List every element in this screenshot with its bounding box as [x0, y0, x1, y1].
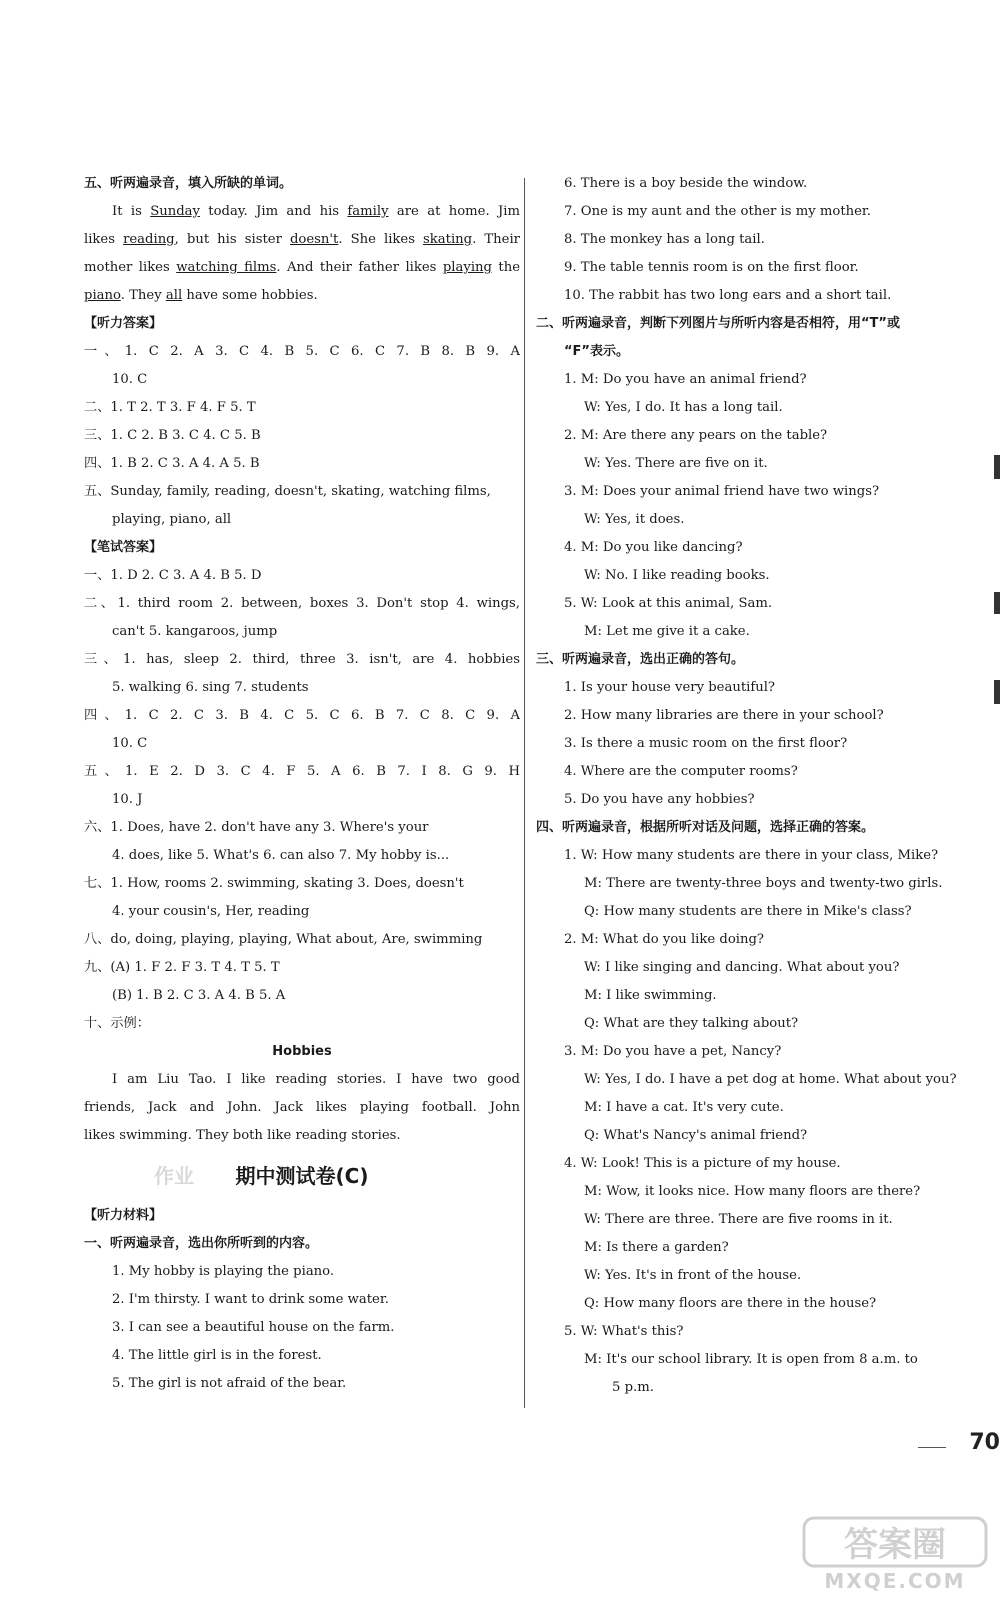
dialogue-line: W: Yes. There are five on it.: [584, 456, 768, 471]
dialogue-line: M: Is there a garden?: [584, 1240, 729, 1255]
logo-text-main: 答案圈: [844, 1525, 946, 1565]
passage-line: [84, 226, 520, 254]
answer-line: 四、1. B 2. C 3. A 4. A 5. B: [84, 456, 260, 471]
answer-line: can't 5. kangaroos, jump: [112, 624, 278, 639]
dialogue-line: 1. M: Do you have an animal friend?: [564, 372, 807, 387]
written-answers-header: 【笔试答案】: [84, 540, 163, 555]
dialogue-line: 3. M: Does your animal friend have two wings?: [564, 484, 880, 499]
text: , but his sister: [174, 232, 290, 247]
watermark-text: 作业: [154, 1164, 194, 1188]
section-5-header: 五、听两遍录音，填入所缺的单词。: [84, 176, 293, 191]
dialogue-line: 4. W: Look! This is a picture of my house.: [564, 1156, 841, 1171]
text: . Their: [472, 232, 520, 247]
question-item: 4. Where are the computer rooms?: [564, 764, 798, 779]
answer-line: 一、1. C 2. A 3. C 4. B 5. C 6. C 7. B 8. B 9. A: [84, 344, 520, 359]
logo-text-url: MXQE.COM: [824, 1569, 966, 1593]
answer-line: 六、1. Does, have 2. don't have any 3. Where's your: [84, 820, 429, 835]
answer-line: 4. your cousin's, Her, reading: [112, 904, 310, 919]
text: likes: [84, 232, 124, 247]
answer-line: 4. does, like 5. What's 6. can also 7. My hobby is...: [112, 848, 450, 863]
answer-line: (B) 1. B 2. C 3. A 4. B 5. A: [112, 988, 286, 1003]
answer-line: 十、示例：: [84, 1016, 150, 1031]
passage-line: [84, 282, 520, 310]
dialogue-line: W: I like singing and dancing. What about you?: [584, 960, 900, 975]
answer-line: 一、1. D 2. C 3. A 4. B 5. D: [84, 568, 262, 583]
page-number: 70: [969, 1430, 1000, 1455]
answer-line: 八、do, doing, playing, playing, What about, Are, swimming: [84, 932, 483, 947]
dialogue-line: 2. M: What do you like doing?: [564, 932, 764, 947]
dialogue-line: 5. W: What's this?: [564, 1324, 684, 1339]
dialogue-line: M: Let me give it a cake.: [584, 624, 750, 639]
material-item: 9. The table tennis room is on the first floor.: [564, 260, 859, 275]
answer-line: 10. J: [112, 792, 143, 807]
edge-mark: [994, 592, 1000, 614]
text: It is: [112, 204, 151, 219]
answer-line: 二、1. third room 2. between, boxes 3. Don't stop 4. wings,: [84, 596, 520, 611]
dialogue-line: W: Yes, I do. I have a pet dog at home. What about you?: [584, 1072, 957, 1087]
dialogue-line: M: It's our school library. It is open from 8 a.m. to: [584, 1352, 918, 1367]
material-header: 【听力材料】: [84, 1208, 163, 1223]
answer-line: 三、1. C 2. B 3. C 4. C 5. B: [84, 428, 261, 443]
text: today. Jim and his: [199, 204, 348, 219]
answer-line: 三、1. has, sleep 2. third, three 3. isn't, are 4. hobbies: [84, 652, 520, 667]
section-2-dialogues: [536, 366, 976, 646]
material-item: 7. One is my aunt and the other is my mother.: [564, 204, 871, 219]
passage-line: [84, 254, 520, 282]
filled-blank: doesn't: [289, 232, 339, 247]
section-2-header-cont: “F”表示。: [564, 344, 629, 359]
essay-line: I am Liu Tao. I like reading stories. I have two good: [112, 1072, 520, 1087]
dialogue-line: M: Wow, it looks nice. How many floors are there?: [584, 1184, 921, 1199]
edge-mark: [994, 455, 1000, 479]
filled-blank: all: [165, 288, 183, 303]
section-4-header: 四、听两遍录音，根据所听对话及问题，选择正确的答案。: [536, 820, 875, 835]
text: . She likes: [338, 232, 424, 247]
material-item: 1. My hobby is playing the piano.: [112, 1264, 335, 1279]
test-title: 期中测试卷(C): [235, 1164, 369, 1188]
dialogue-line: W: Yes, it does.: [584, 512, 685, 527]
answer-line: playing, piano, all: [112, 512, 232, 527]
answer-line: 五、Sunday, family, reading, doesn't, skating, watching films,: [84, 484, 491, 499]
listening-answers-header: 【听力答案】: [84, 316, 163, 331]
dialogue-line: M: There are twenty-three boys and twenty-two girls.: [584, 876, 943, 891]
text: are at home. Jim: [388, 204, 520, 219]
answer-line: 5. walking 6. sing 7. students: [112, 680, 309, 695]
dialogue-line: 5. W: Look at this animal, Sam.: [564, 596, 773, 611]
right-column: [536, 170, 976, 1402]
answer-line: 10. C: [112, 372, 148, 387]
edge-mark: [994, 680, 1000, 704]
section-4-dialogues: [536, 842, 976, 1402]
material-item: 8. The monkey has a long tail.: [564, 232, 765, 247]
essay-title: Hobbies: [272, 1044, 332, 1059]
filled-blank: Sunday: [150, 204, 200, 219]
essay-line: friends, Jack and John. Jack likes playing football. John: [84, 1100, 520, 1115]
material-item: 6. There is a boy beside the window.: [564, 176, 808, 191]
dialogue-line: Q: What are they talking about?: [584, 1016, 799, 1031]
answer-line: 五、1. E 2. D 3. C 4. F 5. A 6. B 7. I 8. G 9. H: [84, 764, 520, 779]
text: mother likes: [84, 260, 177, 275]
dialogue-line: W: Yes. It's in front of the house.: [584, 1268, 802, 1283]
dialogue-line: Q: What's Nancy's animal friend?: [584, 1128, 808, 1143]
material-item: 5. The girl is not afraid of the bear.: [112, 1376, 347, 1391]
dialogue-line: 4. M: Do you like dancing?: [564, 540, 743, 555]
text: have some hobbies.: [182, 288, 318, 303]
filled-blank: skating: [423, 232, 473, 247]
filled-blank: watching films: [176, 260, 277, 275]
dialogue-line: W: No. I like reading books.: [584, 568, 770, 583]
material-section-1-header: 一、听两遍录音，选出你所听到的内容。: [84, 1236, 319, 1251]
answer-line: 10. C: [112, 736, 148, 751]
dialogue-line: 2. M: Are there any pears on the table?: [564, 428, 828, 443]
answer-line: 四、1. C 2. C 3. B 4. C 5. C 6. B 7. C 8. C 9. A: [84, 708, 520, 723]
material-item: 2. I'm thirsty. I want to drink some water.: [112, 1292, 389, 1307]
left-column: [84, 170, 520, 1398]
filled-blank: piano: [84, 288, 121, 303]
answer-line: 九、(A) 1. F 2. F 3. T 4. T 5. T: [84, 960, 280, 975]
section-3-header: 三、听两遍录音，选出正确的答句。: [536, 652, 745, 667]
test-title-block: [84, 1150, 520, 1202]
dialogue-line: M: I have a cat. It's very cute.: [584, 1100, 784, 1115]
material-item: 3. I can see a beautiful house on the farm.: [112, 1320, 395, 1335]
material-item: 4. The little girl is in the forest.: [112, 1348, 322, 1363]
dialogue-line: 5 p.m.: [612, 1380, 654, 1395]
answer-line: 七、1. How, rooms 2. swimming, skating 3. Does, doesn't: [84, 876, 464, 891]
question-item: 3. Is there a music room on the first floor?: [564, 736, 848, 751]
site-logo-watermark: [800, 1514, 990, 1594]
dialogue-line: W: Yes, I do. It has a long tail.: [584, 400, 783, 415]
column-divider: [524, 178, 525, 1408]
material-item: 10. The rabbit has two long ears and a short tail.: [564, 288, 892, 303]
filled-blank: reading: [123, 232, 175, 247]
question-item: 1. Is your house very beautiful?: [564, 680, 775, 695]
text: . They: [120, 288, 166, 303]
dialogue-line: Q: How many floors are there in the house?: [584, 1296, 877, 1311]
dialogue-line: M: I like swimming.: [584, 988, 717, 1003]
passage-line: [84, 198, 520, 226]
question-item: 2. How many libraries are there in your school?: [564, 708, 884, 723]
dialogue-line: 3. M: Do you have a pet, Nancy?: [564, 1044, 782, 1059]
dialogue-line: Q: How many students are there in Mike's class?: [584, 904, 912, 919]
text: . And their father likes: [276, 260, 443, 275]
essay-line: likes swimming. They both like reading stories.: [84, 1128, 401, 1143]
section-2-header: 二、听两遍录音，判断下列图片与所听内容是否相符，用“T”或: [536, 316, 900, 331]
filled-blank: playing: [442, 260, 492, 275]
question-item: 5. Do you have any hobbies?: [564, 792, 755, 807]
dialogue-line: 1. W: How many students are there in your class, Mike?: [564, 848, 939, 863]
dialogue-line: W: There are three. There are five rooms in it.: [584, 1212, 893, 1227]
page-number-dash: [918, 1447, 946, 1448]
text: the: [491, 260, 520, 275]
filled-blank: family: [347, 204, 389, 219]
answer-line: 二、1. T 2. T 3. F 4. F 5. T: [84, 400, 256, 415]
